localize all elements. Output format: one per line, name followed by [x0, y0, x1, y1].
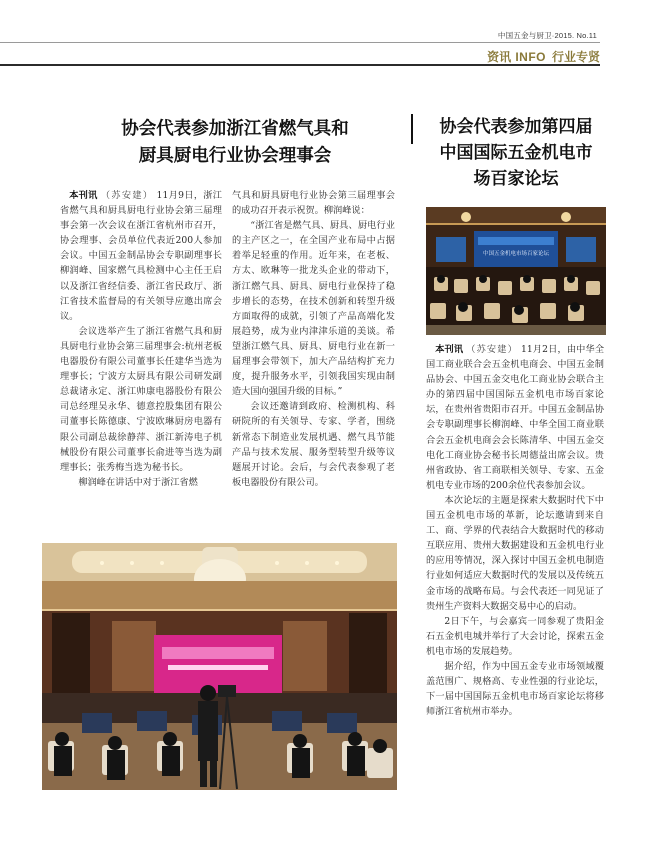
right-paragraph-1 — [426, 342, 604, 493]
right-title-line-2: 中国国际五金机电市 — [439, 143, 593, 163]
left-article-title — [60, 116, 410, 170]
left-paragraph-1-text: 11月9日，浙江省燃气具和厨具厨电行业协会第三届理事会第一次会议在浙江省杭州市召开，协会理事、会员单位代表近200人参加会议。中国五金制品协会专职副理事长柳润峰、国家燃气具检测中心主任王启以及浙江省经信委、浙江省民政厅、浙江省技术监督局的有关领导应邀出席会议。 — [60, 190, 222, 322]
left-paragraph-2: 会议选举产生了浙江省燃气具和厨具厨电行业协会第三届理事会:杭州老板电器股份有限公司董事长任建华当选为理事长；宁波方太厨具有限公司研发副总裁诸永定、浙江帅康电器股份有限公司总经理吴永华、德意控股集团有限公司董事长陈德康、宁波欧琳厨房电器有限公司副总裁徐静萍、浙江新涛电子机械股份有限公司董事长俞进等当选为副理事长；张秀梅当选为秘书长。 — [60, 325, 222, 473]
left-paragraph-1 — [60, 188, 222, 324]
author: （苏安建） — [100, 190, 154, 201]
right-paragraph-1-text: 11月2日，由中华全国工商业联合会五金机电商会、中国五金制品协会、中国五金交电化工商业协会联合主办的第四届中国国际五金机电市场百家论坛，在贵州省贵阳市召开。中国五金制品协会专职副理事长柳润峰、中华全国工商业联合会五金机电商会会长陈清华、中国五金交电化工商业协会秘书长周德益出席会议。贵州省政协、省工商联相关领导、专家、五金机电专业市场的200余位代表参加会议。 — [426, 344, 605, 491]
right-title-line-1: 协会代表参加第四届 — [439, 117, 593, 137]
right-title-line-3: 场百家论坛 — [473, 169, 559, 189]
right-article-body — [426, 342, 604, 719]
right-author: （苏安建） — [466, 344, 518, 355]
right-article-title — [418, 114, 614, 192]
right-paragraph-3: 2日下午，与会嘉宾一同参观了贵阳金石五金机电城并举行了大会讨论，探索五金机电市场的发展趋势。 — [426, 615, 604, 657]
header-rule — [0, 42, 600, 43]
right-title-bar — [411, 114, 413, 144]
council-meeting-photo — [42, 543, 397, 790]
right-paragraph-2: 本次论坛的主题是探索大数据时代下中国五金机电市场的革新，论坛邀请到来自工、商、学界的代表结合大数据时代的移动互联应用、贵州大数据建设和五金机电行业的应用等情况，深入探讨中国五金机电制造行业如何适应大数据时代的发展以及传统五金市场的战略布局。与会代表还一同见证了贵州生产资料大数据交易中心的启动。 — [426, 494, 604, 612]
left-title-line-1: 协会代表参加浙江省燃气具和 — [121, 119, 349, 139]
section-label-en: INFO — [515, 50, 546, 64]
right-paragraph-4: 据介绍，作为中国五金专业市场领域覆盖范围广、规格高、专业性强的行业论坛，下一届中国国际五金机电市场百家论坛将移师浙江省杭州市举办。 — [426, 660, 604, 718]
section-label — [487, 48, 600, 65]
byline: 本刊讯 — [69, 190, 98, 201]
left-title-line-2: 厨具厨电行业协会理事会 — [138, 146, 332, 166]
section-label-tail: 行业专贤 — [551, 50, 600, 64]
left-paragraph-4: “浙江省是燃气具、厨具、厨电行业的主产区之一，在全国产业布局中占据着举足轻重的作用。近年来，在老板、方太、欧琳等一批龙头企业的带动下，浙江燃气具、厨具、厨电行业保持了稳步增长的态势，在技术创新和转型升级方面取得的成就，引领了产品高端化发展趋势，成为业内津津乐道的美谈。希望浙江燃气具、厨具、厨电行业在新一届理事会带领下，加大产品结构扩充力度，提升服务水平，引领我国实现由制造大国向强国升级的目标。” — [232, 220, 395, 398]
left-paragraph-3: 柳润峰在讲话中对于浙江省燃 — [78, 476, 198, 488]
header-thick-rule — [0, 64, 600, 66]
left-article-column-2 — [232, 188, 395, 490]
left-article-column-1 — [60, 188, 222, 490]
left-paragraph-5: 会议还邀请到政府、检测机构、科研院所的有关领导、专家、学者，围绕新常态下制造业发展机遇、燃气具节能产品与技术发展、服务型转型升级等议题展开讨论。会后，与会代表参观了老板电器股份有限公司。 — [232, 401, 395, 488]
section-label-cn: 资讯 — [487, 50, 512, 64]
issue-label: 中国五金与厨卫·2015. No.11 — [497, 31, 597, 40]
left-paragraph-3-cont: 气具和厨具厨电行业协会第三届理事会的成功召开表示祝贺。柳润峰说： — [232, 190, 395, 217]
right-byline: 本刊讯 — [435, 344, 464, 355]
forum-photo — [426, 207, 606, 335]
forum-banner-text: 中国五金机电市场百家论坛 — [482, 251, 550, 257]
